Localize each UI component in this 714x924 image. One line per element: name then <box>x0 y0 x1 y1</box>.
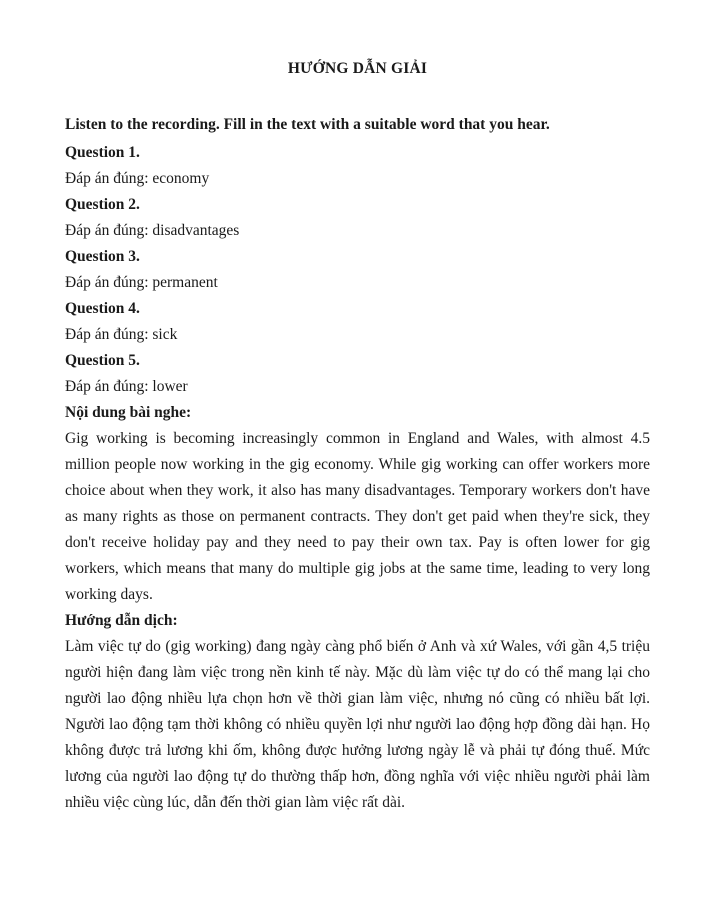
translation-heading: Hướng dẫn dịch: <box>65 612 178 629</box>
page-title: HƯỚNG DẪN GIẢI <box>287 60 428 77</box>
question-label: Question 3. <box>65 248 140 265</box>
question-answer: Đáp án đúng: disadvantages <box>65 222 240 239</box>
listening-heading: Nội dung bài nghe: <box>65 404 192 421</box>
listening-section <box>65 400 650 608</box>
question-block <box>65 296 650 348</box>
question-answer: Đáp án đúng: sick <box>65 326 178 343</box>
instruction-line: Listen to the recording. Fill in the text with a suitable word that you hear. <box>65 116 550 133</box>
question-label: Question 1. <box>65 144 140 161</box>
question-block <box>65 140 650 192</box>
question-block <box>65 192 650 244</box>
question-answer: Đáp án đúng: permanent <box>65 274 218 291</box>
question-block <box>65 244 650 296</box>
question-answer: Đáp án đúng: economy <box>65 170 210 187</box>
listening-paragraph: Gig working is becoming increasingly common in England and Wales, with almost 4.5 million people now working in the gig economy. While gig working can offer workers more choice about when they work, it also has many disadvantages. Temporary workers don't have as many rights as those on permanent contracts. They don't get paid when they're sick, they don't receive holiday pay and they need to pay their own tax. Pay is often lower for gig workers, which means that many do multiple gig jobs at the same time, leading to very long working days. <box>65 430 650 603</box>
question-label: Question 4. <box>65 300 140 317</box>
translation-section <box>65 608 650 816</box>
question-label: Question 2. <box>65 196 140 213</box>
question-block <box>65 348 650 400</box>
question-answer: Đáp án đúng: lower <box>65 378 188 395</box>
translation-paragraph: Làm việc tự do (gig working) đang ngày càng phổ biến ở Anh và xứ Wales, với gần 4,5 triệu người hiện đang làm việc trong nền kinh tế này. Mặc dù làm việc tự do có thể mang lại cho người lao động nhiều lựa chọn hơn về thời gian làm việc, nhưng nó cũng có nhiều bất lợi. Người lao động tạm thời không có nhiều quyền lợi như người lao động hợp đồng dài hạn. Họ không được trả lương khi ốm, không được hưởng lương ngày lễ và phải tự đóng thuế. Mức lương của người lao động tự do thường thấp hơn, đồng nghĩa với việc nhiều người phải làm nhiều việc cùng lúc, dẫn đến thời gian làm việc rất dài. <box>65 638 650 811</box>
question-label: Question 5. <box>65 352 140 369</box>
